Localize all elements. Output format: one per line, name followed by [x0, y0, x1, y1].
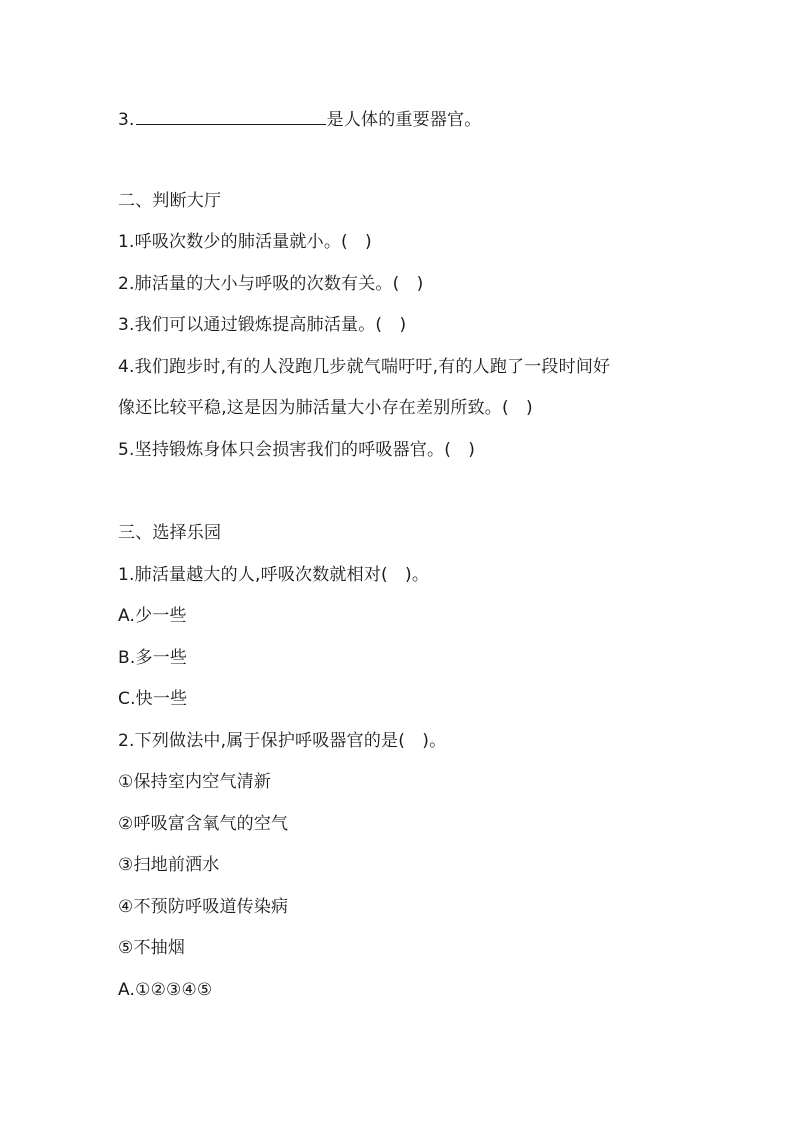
- judge-item-4-continued: 像还比较平稳,这是因为肺活量大小存在差别所致。( ): [118, 398, 533, 418]
- judge-item-5: 5.坚持锻炼身体只会损害我们的呼吸器官。( ): [118, 440, 476, 460]
- section-title-choice: 三、选择乐园: [118, 523, 222, 543]
- choice-q2-statement-3: ③扫地前洒水: [118, 855, 220, 875]
- judge-item-2: 2.肺活量的大小与呼吸的次数有关。( ): [118, 274, 424, 294]
- choice-q1-option-b: B.多一些: [118, 648, 188, 668]
- section-title-judge: 二、判断大厅: [118, 191, 222, 211]
- fill-blank-question-3: [118, 108, 481, 131]
- choice-question-2: 2.下列做法中,属于保护呼吸器官的是( )。: [118, 731, 447, 751]
- judge-item-1: 1.呼吸次数少的肺活量就小。( ): [118, 232, 372, 252]
- judge-item-4: 4.我们跑步时,有的人没跑几步就气喘吁吁,有的人跑了一段时间好: [118, 357, 611, 377]
- judge-item-3: 3.我们可以通过锻炼提高肺活量。( ): [118, 315, 407, 335]
- choice-q2-statement-1: ①保持室内空气清新: [118, 772, 272, 792]
- choice-q2-option-a: A.①②③④⑤: [118, 980, 213, 1000]
- choice-q1-option-a: A.少一些: [118, 606, 187, 626]
- question-number: 3.: [118, 110, 135, 130]
- choice-question-1: 1.肺活量越大的人,呼吸次数就相对( )。: [118, 565, 430, 585]
- choice-q2-statement-4: ④不预防呼吸道传染病: [118, 897, 289, 917]
- choice-q1-option-c: C.快一些: [118, 689, 188, 709]
- answer-blank: [136, 108, 326, 125]
- question-text: 是人体的重要器官。: [326, 110, 482, 130]
- choice-q2-statement-2: ②呼吸富含氧气的空气: [118, 814, 289, 834]
- choice-q2-statement-5: ⑤不抽烟: [118, 938, 186, 958]
